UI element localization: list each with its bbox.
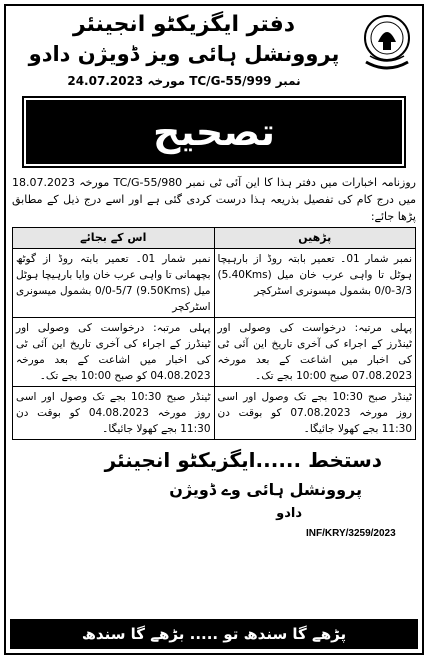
correction-banner: تصحیح: [26, 100, 402, 164]
read-cell: ٹینڈر صبح 10:30 بجے تک وصول اور اسی روز مورخہ 07.08.2023 کو بوقت دن 11:30 بجے کھولا جائیگا۔: [214, 387, 416, 440]
instead-cell: ٹینڈر صبح 10:30 بجے تک وصول اور اسی روز مورخہ 04.08.2023 کو بوقت دن 11:30 بجے کھولا جائیگا۔: [13, 387, 215, 440]
column-header-instead: اس کے بجائے: [13, 228, 215, 249]
signature-line: دستخط ......ایگزیکٹو انجینئر: [104, 448, 382, 472]
table-row: [13, 318, 416, 387]
instead-cell: نمبر شمار 01۔ تعمیر بابتہ روڈ از گوٹھ بچھمانی تا واہی عرب خان وایا بارہیچا ہوٹل میل (9.50Kms) 0/0-5/7 بشمول میسونری اسٹرکچر: [13, 249, 215, 318]
intro-paragraph: روزنامہ اخبارات میں دفتر ہذا کا این آئی ٹی نمبر TC/G-55/980 مورخہ 18.07.2023 میں درج کام کی تفصیل بذریعہ ہذا درست کردی گئی ہے اور اسے درج ذیل کے مطابق پڑھا جائے:: [12, 176, 416, 223]
instead-cell: پہلی مرتبہ: درخواست کی وصولی اور ٹینڈرز کے اجراء کی آخری تاریخ این آئی ٹی کی اخبار میں اشاعت کے بعد مورخہ 04.08.2023 کو صبح 10:00 بجے تک۔: [13, 318, 215, 387]
office-title: دفتر ایگزیکٹو انجینئر: [72, 12, 296, 37]
table-header-row: [13, 228, 416, 249]
reference-number: نمبر TC/G-55/999 مورخہ 24.07.2023: [67, 74, 301, 88]
division-title: پروونشل ہائی ویز ڈویژن دادو: [28, 42, 340, 66]
signature-place: دادو: [276, 506, 302, 521]
footer-slogan: پڑھے گا سندھ تو ..... بڑھے گا سندھ: [10, 619, 418, 649]
correction-table: [12, 227, 416, 440]
table-row: [13, 387, 416, 440]
table-row: [13, 249, 416, 318]
inf-number: INF/KRY/3259/2023: [306, 528, 396, 539]
signature-block: [6, 440, 422, 539]
read-cell: پہلی مرتبہ: درخواست کی وصولی اور ٹینڈرز کے اجراء کی آخری تاریخ این آئی ٹی کی اخبار میں اشاعت کے بعد مورخہ 07.08.2023 صبح 10:00 بجے تک۔: [214, 318, 416, 387]
signature-designation: پروونشل ہائی وے ڈویژن: [169, 480, 362, 499]
read-cell: نمبر شمار 01۔ تعمیر بابتہ روڈ از بارہیچا ہوٹل تا واہی عرب خان میل (5.40Kms) 0/0-3/3 بشمول میسونری اسٹرکچر: [214, 249, 416, 318]
government-emblem-icon: [358, 12, 416, 74]
column-header-read: پڑھیں: [214, 228, 416, 249]
header: [6, 6, 422, 94]
advertisement-page: [4, 4, 424, 655]
